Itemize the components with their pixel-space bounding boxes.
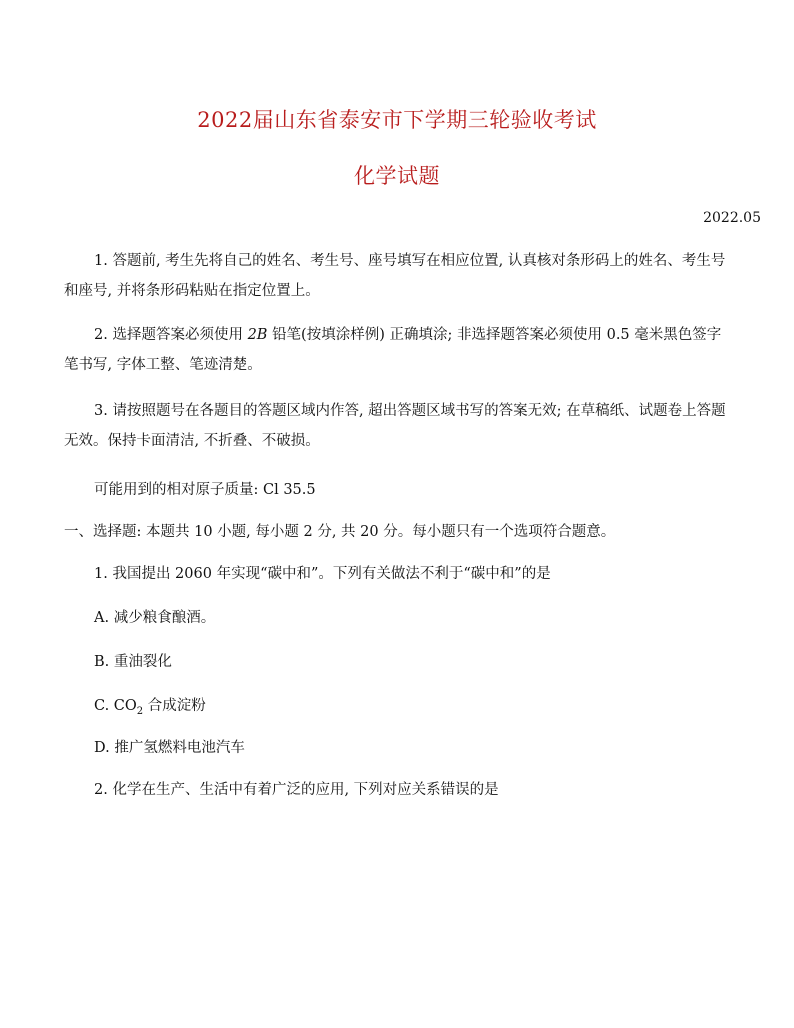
exam-date: 2022.05	[703, 210, 761, 226]
note-2-pencil-grade: 2B	[247, 327, 268, 343]
note-2-post: 铅笔(按填涂样例) 正确填涂; 非选择题答案必须使用 0.5 毫米黑色签字笔书写, 字体工整、笔迹清楚。	[64, 327, 722, 373]
question-1-option-d: D. 推广氢燃料电池汽车	[94, 740, 245, 756]
question-1-stem: 1. 我国提出 2060 年实现“碳中和”。下列有关做法不利于“碳中和”的是	[94, 566, 551, 582]
exam-subtitle: 化学试题	[354, 164, 440, 188]
note-1: 1. 答题前, 考生先将自己的姓名、考生号、座号填写在相应位置, 认真核对条形码上的姓名、考生号和座号, 并将条形码粘贴在指定位置上。	[64, 253, 726, 299]
section-1-heading: 一、选择题: 本题共 10 小题, 每小题 2 分, 共 20 分。每小题只有一个选项符合题意。	[64, 524, 616, 540]
option-c-subscript: 2	[136, 705, 144, 717]
exam-title: 2022届山东省泰安市下学期三轮验收考试	[197, 108, 597, 132]
question-1-option-c	[94, 694, 206, 717]
atomic-mass-info: 可能用到的相对原子质量: Cl 35.5	[94, 482, 316, 498]
question-1-option-b: B. 重油裂化	[94, 654, 172, 670]
question-1-option-a: A. 减少粮食酿酒。	[94, 610, 216, 626]
note-2	[64, 320, 732, 380]
question-2-stem: 2. 化学在生产、生活中有着广泛的应用, 下列对应关系错误的是	[94, 782, 499, 798]
option-c-pre: C. CO	[94, 698, 137, 714]
note-3: 3. 请按照题号在各题目的答题区域内作答, 超出答题区域书写的答案无效; 在草稿纸、试题卷上答题无效。保持卡面清洁, 不折叠、不破损。	[64, 403, 726, 449]
option-c-post: 合成淀粉	[143, 698, 206, 714]
note-2-pre: 2. 选择题答案必须使用	[94, 327, 243, 343]
